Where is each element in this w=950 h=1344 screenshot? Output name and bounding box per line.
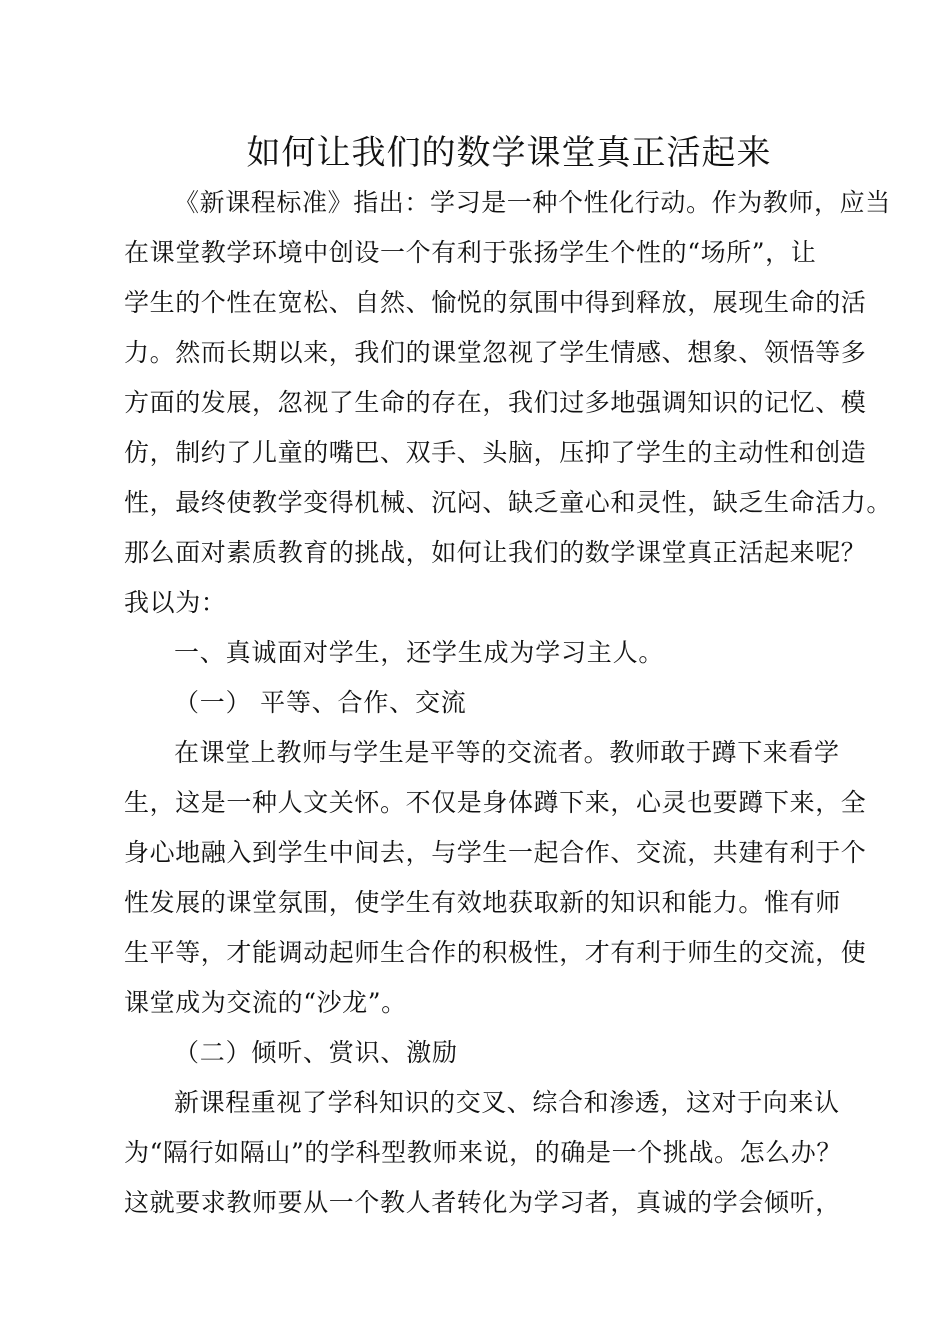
paragraph-line: 生，这是一种人文关怀。不仅是身体蹲下来，心灵也要蹲下来，全 [124,788,867,817]
paragraph-line: 性，最终使教学变得机械、沉闷、缺乏童心和灵性，缺乏生命活力。 [124,488,893,517]
paragraph-line: 学生的个性在宽松、自然、愉悦的氛围中得到释放，展现生命的活 [124,288,867,317]
section-heading: 一、真诚面对学生，还学生成为学习主人。 [174,638,665,667]
paragraph-line: 生平等，才能调动起师生合作的积极性，才有利于师生的交流，使 [124,938,867,967]
paragraph-line: 性发展的课堂氛围，使学生有效地获取新的知识和能力。惟有师 [124,888,841,917]
paragraph-line: 在课堂教学环境中创设一个有利于张扬学生个性的“场所”，让 [124,238,817,267]
paragraph-line: 新课程重视了学科知识的交叉、综合和渗透，这对于向来认 [174,1088,840,1117]
subsection-heading: （二）倾听、赏识、激励 [174,1038,458,1067]
paragraph-line: 力。然而长期以来，我们的课堂忽视了学生情感、想象、领悟等多 [124,338,867,367]
paragraph-line: 在课堂上教师与学生是平等的交流者。教师敢于蹲下来看学 [174,738,840,767]
paragraph-line: 方面的发展，忽视了生命的存在，我们过多地强调知识的记忆、模 [124,388,867,417]
paragraph-line: 为“隔行如隔山”的学科型教师来说，的确是一个挑战。怎么办？ [124,1138,842,1167]
paragraph-line: 课堂成为交流的“沙龙”。 [124,988,407,1017]
paragraph-line: 那么面对素质教育的挑战，如何让我们的数学课堂真正活起来呢？ [124,538,867,567]
paragraph-line: 身心地融入到学生中间去，与学生一起合作、交流，共建有利于个 [124,838,867,867]
paragraph-line: 我以为： [124,588,227,617]
paragraph-line: 《新课程标准》指出：学习是一种个性化行动。作为教师，应当 [174,188,891,217]
paragraph-line: 仿，制约了儿童的嘴巴、双手、头脑，压抑了学生的主动性和创造 [124,438,867,467]
subsection-heading: （一） 平等、合作、交流 [174,688,467,717]
paragraph-line: 这就要求教师要从一个教人者转化为学习者，真诚的学会倾听， [124,1188,841,1217]
document-title: 如何让我们的数学课堂真正活起来 [246,133,772,173]
